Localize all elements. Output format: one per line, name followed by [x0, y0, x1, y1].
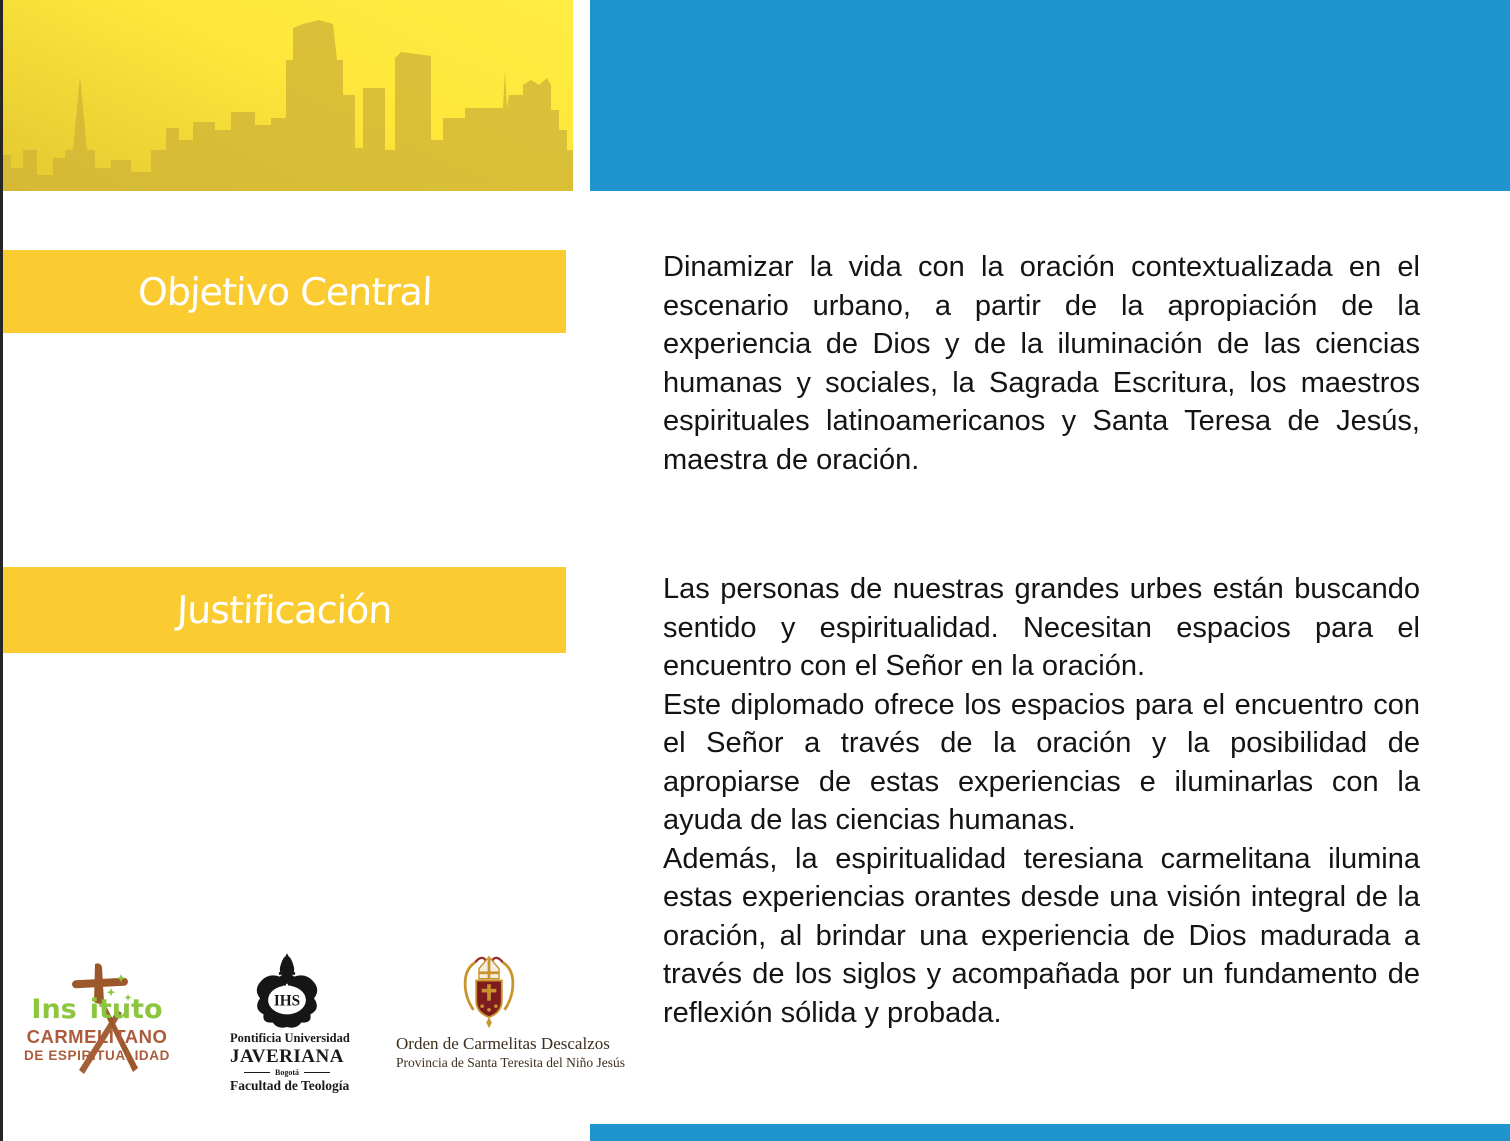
city-skyline-banner — [3, 0, 573, 191]
svg-text:IHS: IHS — [273, 992, 301, 1010]
javeriana-city: Bogotá — [275, 1068, 299, 1077]
city-skyline-icon — [3, 0, 573, 191]
logo-universidad-javeriana — [230, 953, 350, 1093]
javeriana-city-row — [230, 1068, 344, 1077]
ice-carmelitano-label: CARMELITANO — [26, 1026, 168, 1047]
section-bar-objetivo — [3, 250, 566, 333]
section-heading-objetivo: Objetivo Central — [136, 269, 433, 314]
justificacion-paragraph-1: Las personas de nuestras grandes urbes están buscando sentido y espiritualidad. Necesitan espacios para el encuentro con el Señor en la oración. — [663, 573, 1420, 682]
logo-carmelitas-descalzos — [396, 953, 626, 1070]
javeriana-wordmark: JAVERIANA — [230, 1046, 344, 1067]
justificacion-paragraph-2: Este diplomado ofrece los espacios para el encuentro con el Señor a través de la oración y la posibilidad de apropiarse de estas experiencias e iluminarlas con la ayuda de las ciencias humanas. — [663, 688, 1420, 836]
bottom-blue-bar — [590, 1124, 1510, 1141]
ice-word-prefix: Ins — [31, 994, 77, 1025]
section-bar-justificacion — [3, 567, 566, 653]
javeriana-faculty: Facultad de Teología — [230, 1078, 350, 1093]
ice-word-suffix: ituto — [89, 994, 163, 1025]
rule-left — [244, 1072, 270, 1073]
javeriana-crest-icon — [251, 953, 323, 1029]
ocd-order-name: Orden de Carmelitas Descalzos — [396, 1034, 610, 1053]
ocd-province-name: Provincia de Santa Teresita del Niño Jesús — [396, 1055, 626, 1070]
justificacion-text-block — [663, 570, 1420, 1032]
objetivo-paragraph: Dinamizar la vida con la oración contextualizada en el escenario urbano, a partir de la apropiación de la experiencia de Dios y de la iluminación de las ciencias humanas y sociales, la Sagrada Escritura, los maestros espirituales latinoamericanos y Santa Teresa de Jesús, maestra de oración. — [663, 251, 1420, 476]
logo-instituto-carmelitano — [22, 958, 172, 1080]
objetivo-text-block — [663, 248, 1420, 479]
ice-wordmark — [22, 994, 172, 1025]
justificacion-paragraph-3: Además, la espiritualidad teresiana carmelitana ilumina estas experiencias orantes desde una visión integral de la oración, al brindar una experiencia de Dios madurada a través de los siglos y acompañada por un fundamento de reflexión sólida y probada. — [663, 842, 1420, 1029]
rule-right — [304, 1072, 330, 1073]
top-blue-banner — [590, 0, 1510, 191]
section-heading-justificacion: Justificación — [176, 588, 393, 632]
ice-espiritualidad-label: DE ESPIRITUALIDAD — [24, 1048, 170, 1063]
javeriana-line1: Pontificia Universidad — [230, 1031, 350, 1045]
ocd-crest-icon — [457, 953, 521, 1031]
